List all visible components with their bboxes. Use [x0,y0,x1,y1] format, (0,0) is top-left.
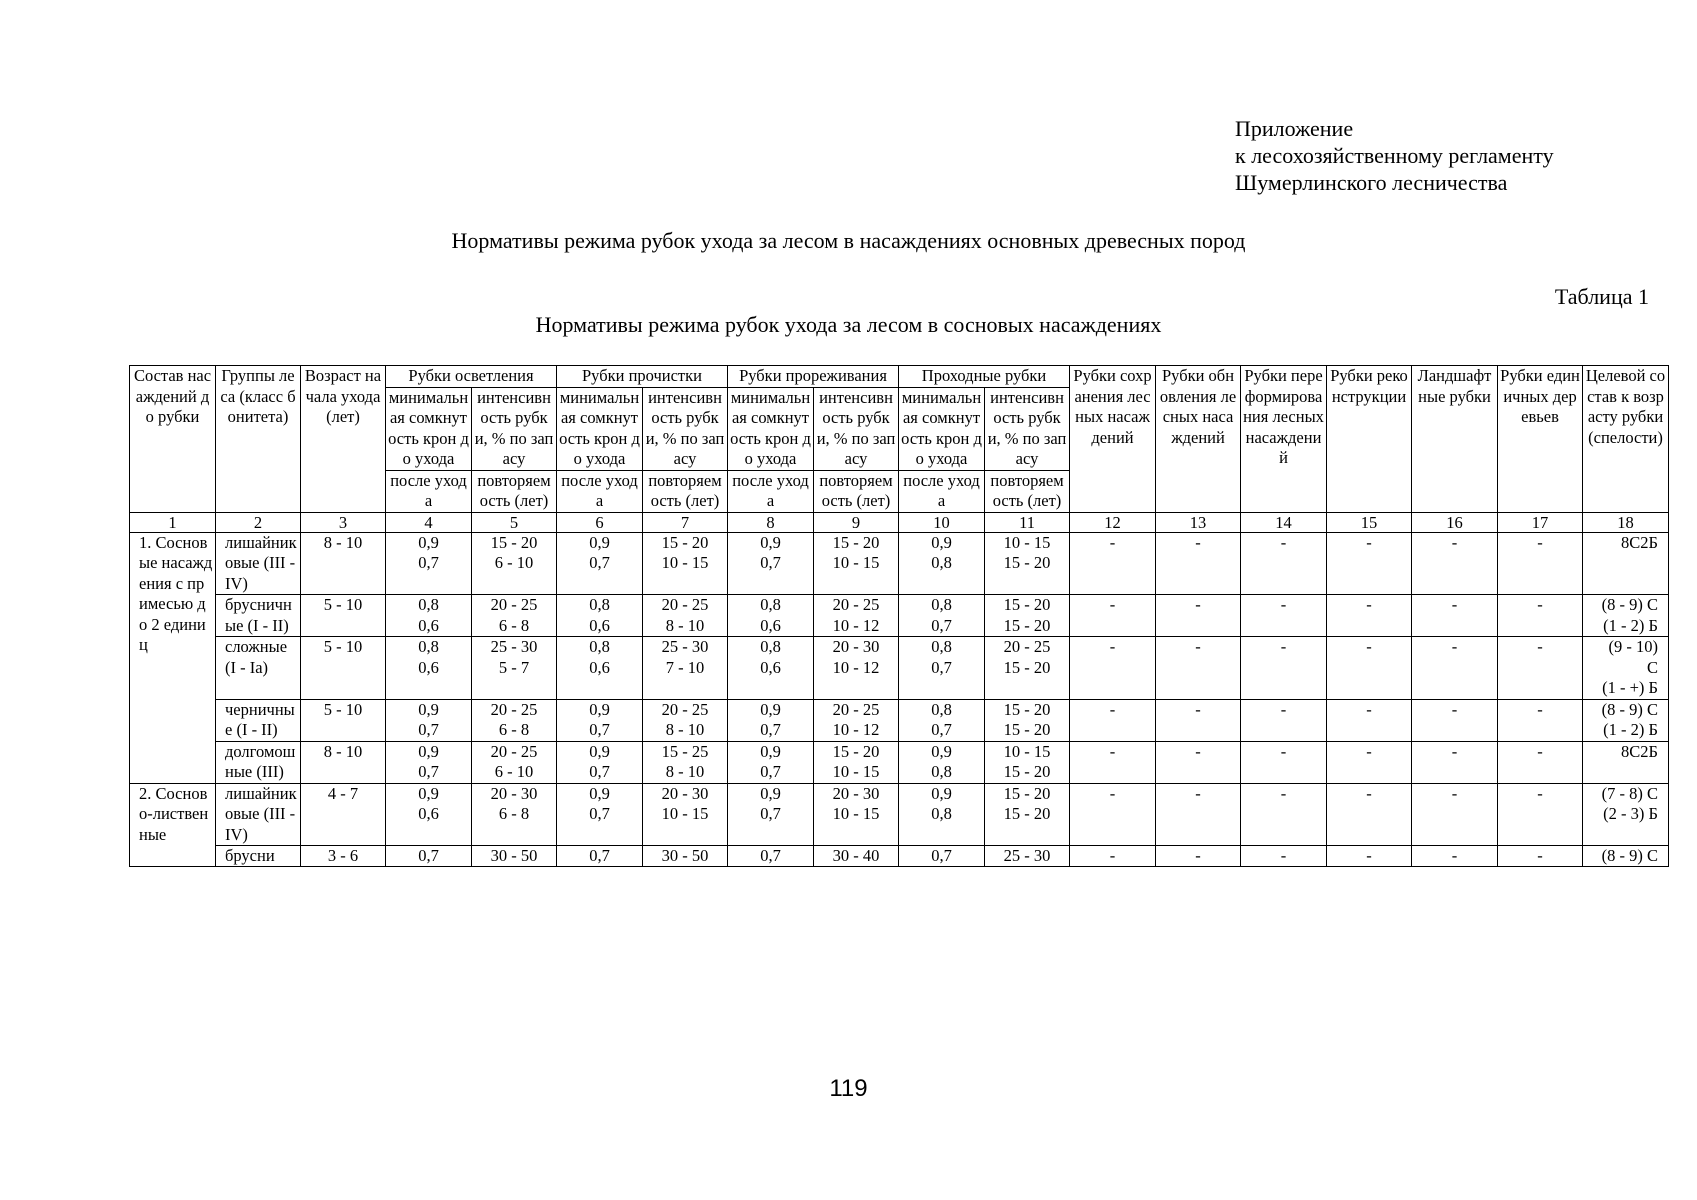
table-row [130,637,1669,700]
table-body [130,532,1669,867]
table-row [130,846,1669,867]
value-cell-c5: 30 - 50 [472,846,557,867]
value-cell-c12: - [1070,783,1156,846]
value-cell-age: 8 - 10 [301,741,386,783]
value-cell-c4: 0,9 0,7 [386,741,472,783]
value-cell-c18: 8С2Б [1583,532,1669,595]
column-number: 9 [814,512,899,532]
value-cell-c14: - [1241,783,1327,846]
table-row [130,532,1669,595]
column-number: 12 [1070,512,1156,532]
column-number: 17 [1498,512,1583,532]
appendix-line: к лесохозяйственному регламенту [1235,143,1554,168]
header-after-care: после ухода [899,470,985,512]
value-cell-c16: - [1412,741,1498,783]
value-cell-c11: 15 - 20 15 - 20 [985,783,1070,846]
header-target: Целевой состав к возрасту рубки (спелости) [1583,366,1669,513]
value-cell-c8: 0,9 0,7 [728,741,814,783]
header-min-density: минимальная сомкнутость крон до ухода [899,387,985,470]
column-number: 1 [130,512,216,532]
value-cell-c9: 15 - 20 10 - 15 [814,741,899,783]
forest-group-cell: лишайниковые (III - IV) [216,532,301,595]
value-cell-c14: - [1241,637,1327,700]
value-cell-c11: 10 - 15 15 - 20 [985,532,1070,595]
value-cell-c11: 10 - 15 15 - 20 [985,741,1070,783]
value-cell-c11: 20 - 25 15 - 20 [985,637,1070,700]
table-row [130,595,1669,637]
value-cell-c5: 20 - 25 6 - 10 [472,741,557,783]
header-reconstruction: Рубки реконструкции [1327,366,1412,513]
header-passing: Проходные рубки [899,366,1070,388]
value-cell-c14: - [1241,595,1327,637]
column-number: 11 [985,512,1070,532]
value-cell-c15: - [1327,741,1412,783]
value-cell-c8: 0,8 0,6 [728,637,814,700]
value-cell-c16: - [1412,699,1498,741]
value-cell-c12: - [1070,532,1156,595]
value-cell-c10: 0,8 0,7 [899,595,985,637]
value-cell-c5: 20 - 25 6 - 8 [472,595,557,637]
value-cell-c13: - [1156,532,1241,595]
value-cell-c5: 20 - 25 6 - 8 [472,699,557,741]
forest-group-cell: долгомошные (III) [216,741,301,783]
value-cell-c5: 15 - 20 6 - 10 [472,532,557,595]
value-cell-c8: 0,9 0,7 [728,783,814,846]
value-cell-c17: - [1498,595,1583,637]
value-cell-c10: 0,8 0,7 [899,699,985,741]
value-cell-c4: 0,9 0,7 [386,699,472,741]
value-cell-c7: 15 - 25 8 - 10 [643,741,728,783]
value-cell-c17: - [1498,532,1583,595]
column-number: 2 [216,512,301,532]
header-intensity: интенсивность рубки, % по запасу [985,387,1070,470]
column-number: 15 [1327,512,1412,532]
column-number: 16 [1412,512,1498,532]
value-cell-c9: 20 - 25 10 - 12 [814,699,899,741]
value-cell-age: 5 - 10 [301,699,386,741]
composition-cell: 2. Сосново-лиственные [130,783,216,867]
header-row [130,366,1669,388]
value-cell-c14: - [1241,846,1327,867]
value-cell-c11: 15 - 20 15 - 20 [985,699,1070,741]
value-cell-c4: 0,8 0,6 [386,637,472,700]
value-cell-age: 3 - 6 [301,846,386,867]
value-cell-c9: 15 - 20 10 - 15 [814,532,899,595]
value-cell-c18: (8 - 9) С [1583,846,1669,867]
value-cell-c6: 0,9 0,7 [557,699,643,741]
header-repeat: повторяемость (лет) [472,470,557,512]
column-number: 10 [899,512,985,532]
header-start-age: Возраст начала ухода (лет) [301,366,386,513]
value-cell-c13: - [1156,783,1241,846]
value-cell-c15: - [1327,846,1412,867]
header-composition: Состав насаждений до рубки [130,366,216,513]
column-number: 18 [1583,512,1669,532]
value-cell-c7: 15 - 20 10 - 15 [643,532,728,595]
value-cell-c13: - [1156,595,1241,637]
value-cell-c6: 0,9 0,7 [557,741,643,783]
value-cell-c15: - [1327,637,1412,700]
page-number: 119 [829,1075,868,1102]
value-cell-c17: - [1498,637,1583,700]
header-reformation: Рубки переформирования лесных насаждений [1241,366,1327,513]
value-cell-c7: 20 - 25 8 - 10 [643,595,728,637]
value-cell-c18: 8С2Б [1583,741,1669,783]
value-cell-c5: 25 - 30 5 - 7 [472,637,557,700]
value-cell-c16: - [1412,595,1498,637]
header-after-care: после ухода [386,470,472,512]
value-cell-c9: 20 - 25 10 - 12 [814,595,899,637]
table-title: Нормативы режима рубок ухода за лесом в сосновых насаждениях [535,312,1162,337]
header-after-care: после ухода [728,470,814,512]
value-cell-c12: - [1070,699,1156,741]
header-min-density: минимальная сомкнутость крон до ухода [557,387,643,470]
header-single-trees: Рубки единичных деревьев [1498,366,1583,513]
value-cell-c15: - [1327,595,1412,637]
value-cell-c13: - [1156,846,1241,867]
forest-group-cell: брусничные (I - II) [216,595,301,637]
column-number: 6 [557,512,643,532]
value-cell-c6: 0,8 0,6 [557,595,643,637]
value-cell-c10: 0,9 0,8 [899,532,985,595]
value-cell-c13: - [1156,699,1241,741]
value-cell-c6: 0,7 [557,846,643,867]
value-cell-c17: - [1498,699,1583,741]
value-cell-c10: 0,8 0,7 [899,637,985,700]
value-cell-c16: - [1412,532,1498,595]
column-number: 8 [728,512,814,532]
value-cell-age: 5 - 10 [301,637,386,700]
value-cell-c16: - [1412,783,1498,846]
forest-group-cell: сложные (I - Ia) [216,637,301,700]
value-cell-c7: 20 - 25 8 - 10 [643,699,728,741]
value-cell-c15: - [1327,699,1412,741]
value-cell-c8: 0,9 0,7 [728,532,814,595]
forest-group-cell: брусни [216,846,301,867]
value-cell-c9: 30 - 40 [814,846,899,867]
header-repeat: повторяемость (лет) [985,470,1070,512]
header-intensity: интенсивность рубки, % по запасу [814,387,899,470]
value-cell-c8: 0,9 0,7 [728,699,814,741]
table-row [130,699,1669,741]
appendix-note [1235,115,1554,196]
value-cell-c4: 0,9 0,7 [386,532,472,595]
table-label: Таблица 1 [1554,284,1649,309]
value-cell-c11: 15 - 20 15 - 20 [985,595,1070,637]
value-cell-c5: 20 - 30 6 - 8 [472,783,557,846]
value-cell-c18: (8 - 9) С (1 - 2) Б [1583,699,1669,741]
value-cell-c9: 20 - 30 10 - 15 [814,783,899,846]
header-min-density: минимальная сомкнутость крон до ухода [386,387,472,470]
header-landscape: Ландшафтные рубки [1412,366,1498,513]
header-intensity: интенсивность рубки, % по запасу [643,387,728,470]
header-intensity: интенсивность рубки, % по запасу [472,387,557,470]
column-number: 4 [386,512,472,532]
forest-group-cell: лишайниковые (III - IV) [216,783,301,846]
value-cell-c12: - [1070,846,1156,867]
value-cell-c6: 0,8 0,6 [557,637,643,700]
column-number-row [130,512,1669,532]
value-cell-age: 4 - 7 [301,783,386,846]
forest-group-cell: черничные (I - II) [216,699,301,741]
column-number: 3 [301,512,386,532]
value-cell-c15: - [1327,783,1412,846]
value-cell-c13: - [1156,741,1241,783]
column-number: 13 [1156,512,1241,532]
header-cleaning: Рубки прочистки [557,366,728,388]
value-cell-c18: (9 - 10) С (1 - +) Б [1583,637,1669,700]
value-cell-c18: (7 - 8) С (2 - 3) Б [1583,783,1669,846]
header-after-care: после ухода [557,470,643,512]
value-cell-c7: 25 - 30 7 - 10 [643,637,728,700]
value-cell-c15: - [1327,532,1412,595]
appendix-line: Приложение [1235,116,1354,141]
value-cell-c12: - [1070,741,1156,783]
value-cell-c6: 0,9 0,7 [557,783,643,846]
header-repeat: повторяемость (лет) [643,470,728,512]
value-cell-c18: (8 - 9) С (1 - 2) Б [1583,595,1669,637]
value-cell-c14: - [1241,532,1327,595]
value-cell-c6: 0,9 0,7 [557,532,643,595]
value-cell-c14: - [1241,741,1327,783]
value-cell-c10: 0,7 [899,846,985,867]
document-title: Нормативы режима рубок ухода за лесом в насаждениях основных древесных пород [451,228,1246,253]
value-cell-c13: - [1156,637,1241,700]
value-cell-c9: 20 - 30 10 - 12 [814,637,899,700]
value-cell-c4: 0,9 0,6 [386,783,472,846]
header-conservation: Рубки сохранения лесных насаждений [1070,366,1156,513]
value-cell-c12: - [1070,595,1156,637]
header-lightening: Рубки осветления [386,366,557,388]
norms-table [129,365,1669,867]
header-repeat: повторяемость (лет) [814,470,899,512]
header-min-density: минимальная сомкнутость крон до ухода [728,387,814,470]
column-number: 7 [643,512,728,532]
value-cell-c8: 0,8 0,6 [728,595,814,637]
header-thinning: Рубки прореживания [728,366,899,388]
value-cell-c16: - [1412,846,1498,867]
value-cell-age: 8 - 10 [301,532,386,595]
value-cell-c10: 0,9 0,8 [899,783,985,846]
value-cell-age: 5 - 10 [301,595,386,637]
value-cell-c7: 30 - 50 [643,846,728,867]
value-cell-c12: - [1070,637,1156,700]
value-cell-c11: 25 - 30 [985,846,1070,867]
table-row [130,783,1669,846]
header-renewal: Рубки обновления лесных насаждений [1156,366,1241,513]
column-number: 5 [472,512,557,532]
appendix-line: Шумерлинского лесничества [1235,170,1508,195]
value-cell-c17: - [1498,741,1583,783]
value-cell-c4: 0,8 0,6 [386,595,472,637]
value-cell-c4: 0,7 [386,846,472,867]
table-row [130,741,1669,783]
composition-cell: 1. Сосновые насаждения с примесью до 2 единиц [130,532,216,783]
value-cell-c17: - [1498,783,1583,846]
value-cell-c17: - [1498,846,1583,867]
value-cell-c7: 20 - 30 10 - 15 [643,783,728,846]
value-cell-c8: 0,7 [728,846,814,867]
value-cell-c10: 0,9 0,8 [899,741,985,783]
column-number: 14 [1241,512,1327,532]
value-cell-c16: - [1412,637,1498,700]
value-cell-c14: - [1241,699,1327,741]
header-forest-groups: Группы леса (класс бонитета) [216,366,301,513]
